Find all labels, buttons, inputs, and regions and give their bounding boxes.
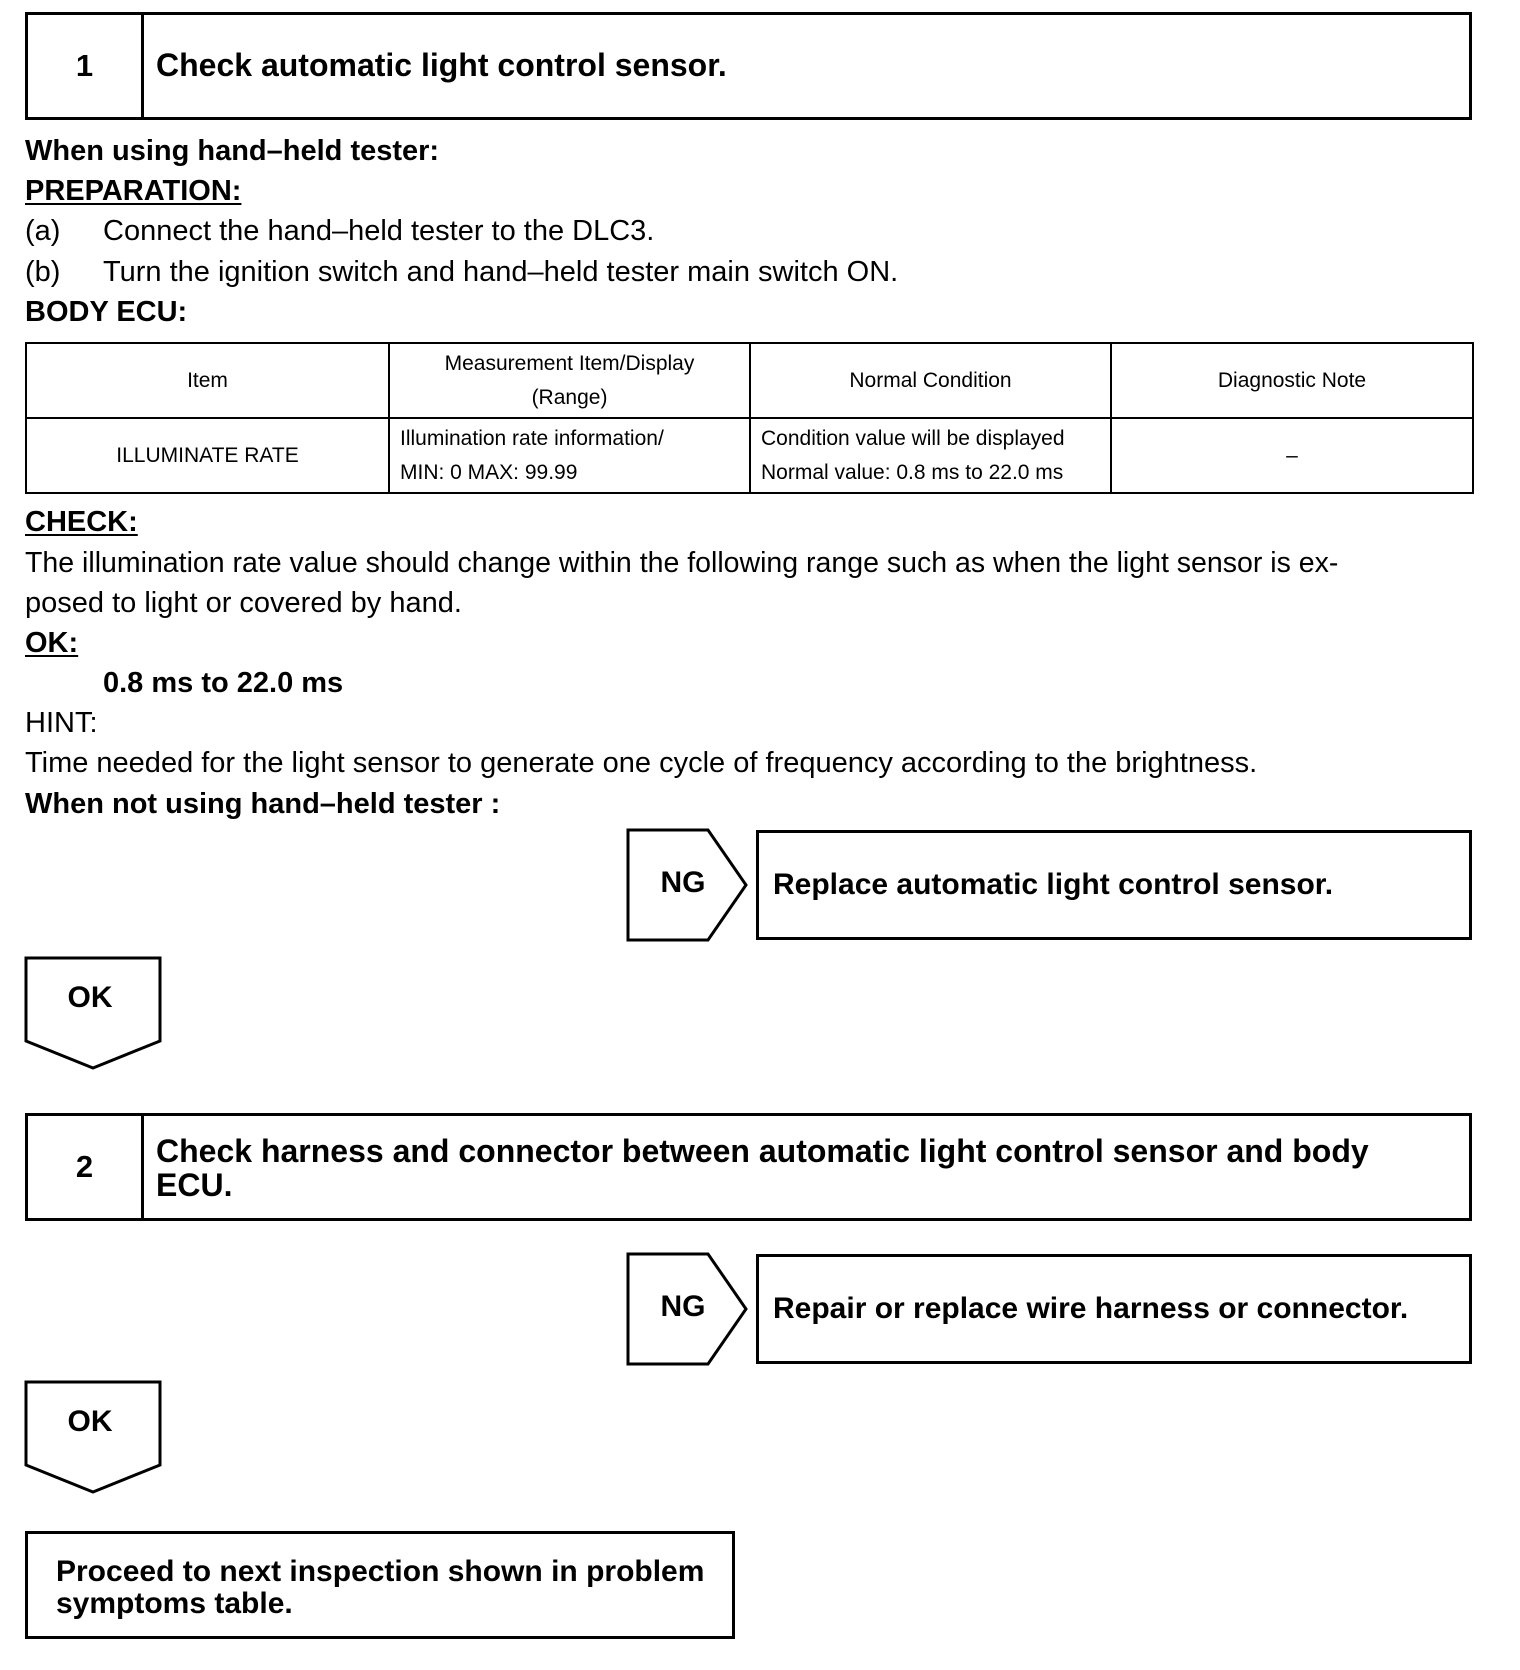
hint-label: HINT: — [25, 707, 98, 739]
cell-normal-line1: Condition value will be displayed — [761, 426, 1065, 450]
ng-action-box-2 — [756, 1254, 1472, 1364]
prep-step-b — [25, 255, 898, 289]
ok-value: 0.8 ms to 22.0 ms — [103, 667, 344, 699]
ok-label-1: OK — [67, 981, 113, 1014]
check-text-line2: posed to light or covered by hand. — [25, 587, 462, 619]
step-2-header — [25, 1113, 1472, 1221]
cell-diagnostic-note: – — [1111, 418, 1473, 493]
prep-step-b-text: Turn the ignition switch and hand–held tester main switch ON. — [103, 256, 899, 288]
step-2-number: 2 — [28, 1116, 144, 1218]
cell-normal-condition — [750, 418, 1111, 493]
header-normal-condition: Normal Condition — [750, 343, 1111, 418]
prep-step-a-text: Connect the hand–held tester to the DLC3. — [103, 215, 655, 247]
cell-measurement — [389, 418, 750, 493]
cell-normal-line2: Normal value: 0.8 ms to 22.0 ms — [761, 460, 1064, 484]
table-header-row — [26, 343, 1473, 418]
step-1-header — [25, 12, 1472, 120]
check-label: CHECK: — [25, 506, 138, 538]
ng-label-2: NG — [660, 1290, 706, 1323]
data-list-table — [25, 342, 1474, 494]
prep-step-b-marker: (b) — [25, 256, 61, 288]
step-1-title: Check automatic light control sensor. — [156, 47, 727, 83]
preparation-label: PREPARATION: — [25, 175, 242, 207]
ok-label-2: OK — [67, 1405, 113, 1438]
cell-item: ILLUMINATE RATE — [26, 418, 389, 493]
ng-action-box-1 — [756, 830, 1472, 940]
hint-text: Time needed for the light sensor to generate one cycle of frequency according to the brightness. — [25, 747, 1258, 779]
step-1-number: 1 — [28, 15, 144, 117]
ng-label-1: NG — [660, 866, 706, 899]
header-item: Item — [26, 343, 389, 418]
ng-action-text-2: Repair or replace wire harness or connector. — [773, 1292, 1409, 1325]
step-2-title — [156, 1134, 1455, 1202]
final-action-line2: symptoms table. — [56, 1587, 293, 1620]
header-measurement-line2: (Range) — [531, 385, 608, 409]
final-action-line1: Proceed to next inspection shown in problem — [56, 1555, 705, 1588]
check-text-line1: The illumination rate value should change within the following range such as when the light sensor is ex- — [25, 547, 1339, 579]
header-diagnostic-note: Diagnostic Note — [1111, 343, 1473, 418]
ok-label: OK: — [25, 627, 79, 659]
table-row — [26, 418, 1473, 493]
prep-step-a-marker: (a) — [25, 215, 61, 247]
ecu-label: BODY ECU: — [25, 296, 188, 328]
step-2-title-line2: ECU. — [156, 1167, 233, 1203]
ng-action-text-1: Replace automatic light control sensor. — [773, 868, 1334, 901]
prep-step-a — [25, 214, 654, 248]
header-measurement-line1: Measurement Item/Display — [444, 351, 695, 375]
cell-measurement-line2: MIN: 0 MAX: 99.99 — [400, 460, 578, 484]
header-measurement — [389, 343, 750, 418]
final-action-box — [25, 1531, 735, 1639]
step-2-title-line1: Check harness and connector between automatic light control sensor and body — [156, 1133, 1369, 1169]
no-hht-heading: When not using hand–held tester : — [25, 788, 501, 820]
cell-measurement-line1: Illumination rate information/ — [400, 426, 664, 450]
hht-heading: When using hand–held tester: — [25, 135, 440, 167]
